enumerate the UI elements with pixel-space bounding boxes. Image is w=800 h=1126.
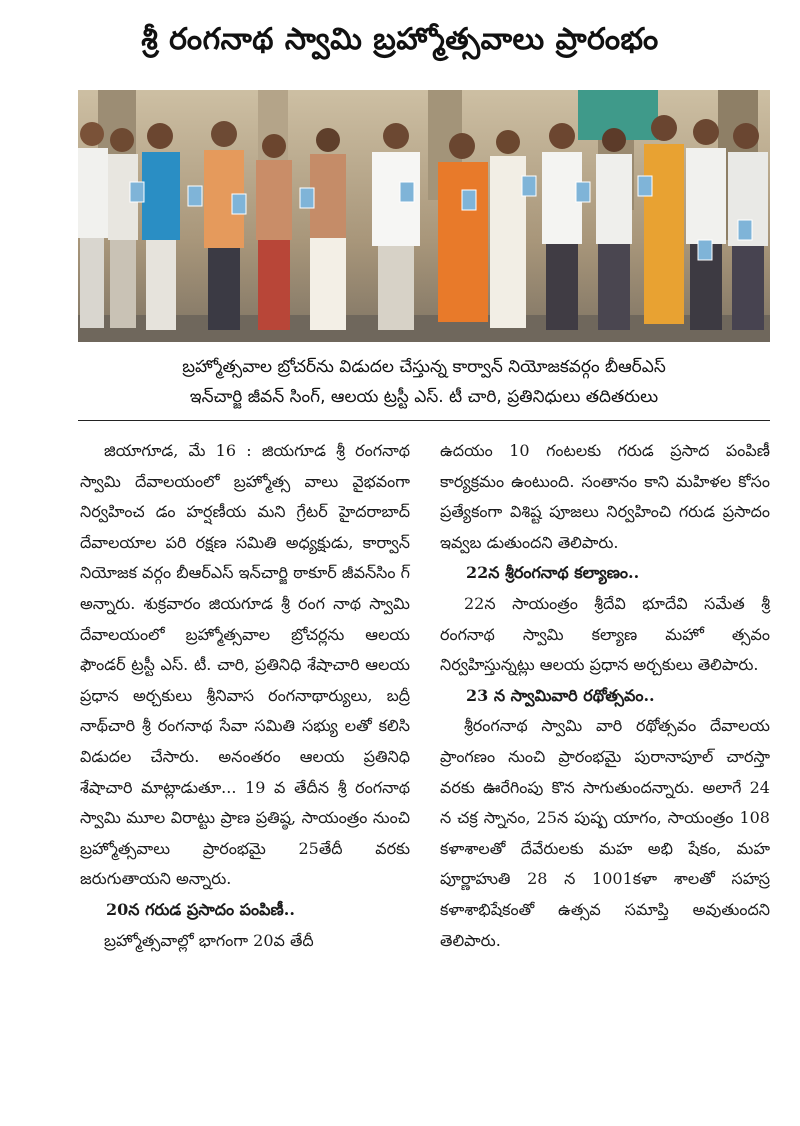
- group-photo-illustration: [78, 90, 770, 342]
- caption-line-1: బ్రహ్మోత్సవాల బ్రోచర్‌ను విడుదల చేస్తున్న కార్వాన్ నియోజకవర్గం బీఆర్ఎస్: [182, 357, 666, 377]
- article-column-right: [440, 436, 770, 956]
- article-subheading: 22న శ్రీరంగనాథ కల్యాణం..: [466, 563, 640, 583]
- article-column-left: [80, 436, 410, 956]
- article-subheading: 23 న స్వామివారి రథోత్సవం..: [466, 685, 655, 705]
- caption-divider: [78, 420, 770, 421]
- article-paragraph: ఉదయం 10 గంటలకు గరుడ ప్రసాద పంపిణీ కార్యక్రమం ఉంటుంది. సంతానం కాని మహిళల కోసం ప్రత్యేకంగా విశిష్ట పూజలు నిర్వహించి గరుడ ప్రసాదం ఇవ్వబ డుతుందని తెలిపారు.: [440, 441, 770, 552]
- caption-line-2: ఇన్‌చార్జి జీవన్ సింగ్, ఆలయ ట్రస్టీ ఎస్. టీ చారి, ప్రతినిధులు తదితరులు: [189, 387, 659, 407]
- article-paragraph: జియాగూడ, మే 16 : జియగూడ శ్రీ రంగనాథ స్వామి దేవాలయంలో బ్రహ్మోత్స వాలు వైభవంగా నిర్వహించ డం హర్షణీయ మని గ్రేటర్ హైదరాబాద్ దేవాలయాల పరి రక్షణ సమితి అధ్యక్షుడు, కార్వాన్ నియోజక వర్గం బీఆర్ఎస్ ఇన్‌చార్జి ఠాకూర్ జీవన్‌సిం గ్ అన్నారు. శుక్రవారం జియగూడ శ్రీ రంగ నాథ స్వామి దేవాలయంలో బ్రహ్మోత్సవాల బ్రోచర్లను ఆలయ ఫౌండర్ ట్రస్టీ ఎస్. టీ. చారి, ప్రతినిధి శేషాచారి ఆలయ ప్రధాన అర్చకులు శ్రీనివాస రంగనాథార్యులు, బద్రీ నాథ్‌చారి శ్రీ రంగనాథ సేవా సమితి సభ్యు లతో కలిసి విడుదల చేసారు. అనంతరం ఆలయ ప్రతినిధి శేషాచారి మాట్లాడుతూ... 19 వ తేదీన శ్రీ రంగనాథ స్వామి మూల విరాట్టు ప్రాణ ప్రతిష్ఠ, సాయంత్రం నుంచి బ్రహ్మోత్సవాలు ప్రారంభమై 25తేదీ వరకు జరుగుతాయని అన్నారు.: [80, 441, 410, 889]
- article-paragraph: 22న సాయంత్రం శ్రీదేవి భూదేవి సమేత శ్రీ రంగనాథ స్వామి కల్యాణ మహో త్సవం నిర్వహిస్తున్నట్లు ఆలయ ప్రధాన అర్చకులు తెలిపారు.: [440, 593, 770, 675]
- article-subheading: 20న గరుడ ప్రసాదం పంపిణీ..: [106, 899, 295, 919]
- headline: శ్రీ రంగనాథ స్వామి బ్రహ్మోత్సవాలు ప్రారంభం: [141, 22, 659, 57]
- article-paragraph: బ్రహ్మోత్సవాల్లో భాగంగా 20వ తేదీ: [104, 930, 314, 950]
- news-photo: [78, 90, 770, 342]
- photo-caption: [78, 352, 770, 412]
- article-paragraph: శ్రీరంగనాథ స్వామి వారి రథోత్సవం దేవాలయ ప్రాంగణం నుంచి ప్రారంభమై పురానాపూల్ చారస్తా వరకు ఊరేగింపు కొన సాగుతుందన్నారు. అలాగే 24 న చక్ర స్నానం, 25న పుష్ప యాగం, సాయంత్రం 108 కళాశాలతో దేవేరులకు మహ అభి షేకం, మహ పూర్ణాహుతి 28 న 1001కళా శాలతో సహస్ర కళాశాభిషేకంతో ఉత్సవ సమాప్తి అవుతుందని తెలిపారు.: [440, 716, 770, 950]
